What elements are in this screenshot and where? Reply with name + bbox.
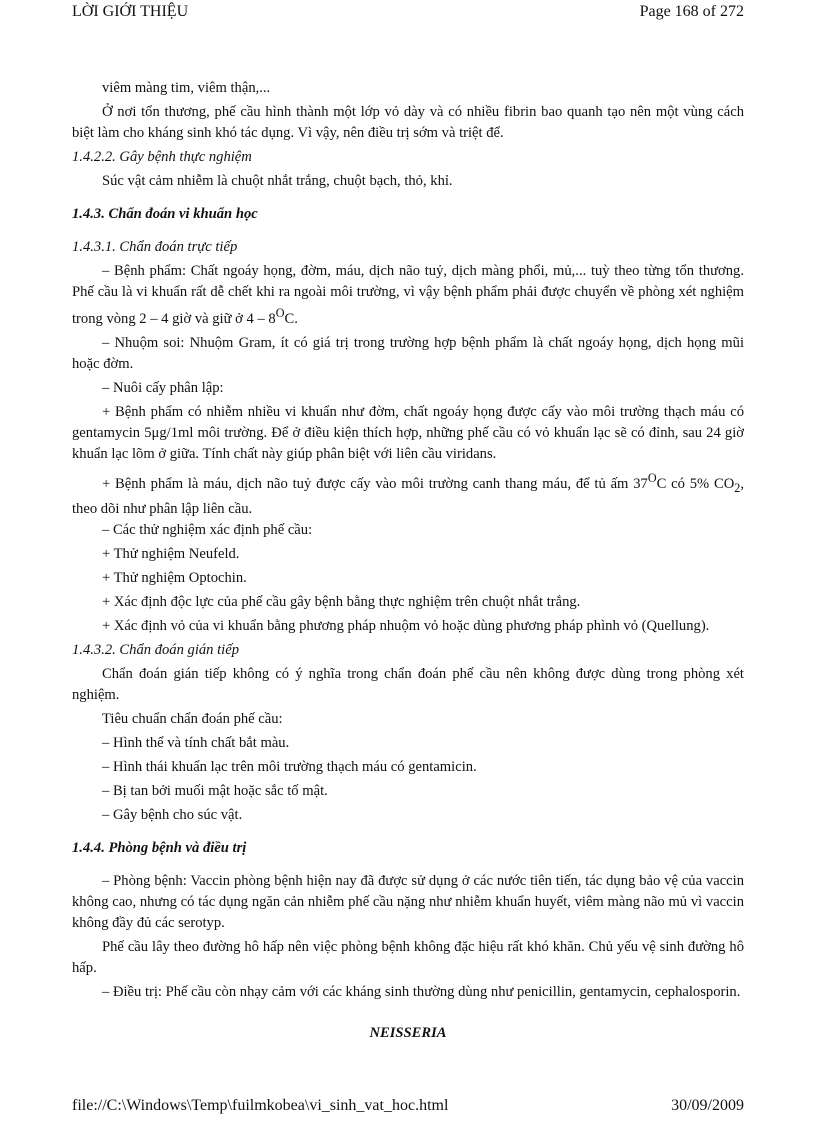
subsection-heading: 1.4.3.2. Chẩn đoán gián tiếp [72, 641, 240, 658]
paragraph: – Các thử nghiệm xác định phế cầu: [102, 521, 313, 538]
paragraph: – Nhuộm soi: Nhuộm Gram, ít có giá trị trong trường hợp bệnh phẩm là chất ngoáy họng, dịch họng mũi hoặc đờm. [72, 334, 744, 372]
section-heading: 1.4.3. Chẩn đoán vi khuẩn học [72, 206, 258, 222]
file-path: file://C:\Windows\Temp\fuilmkobea\vi_sinh_vat_hoc.html [72, 1097, 449, 1114]
paragraph: Tiêu chuẩn chẩn đoán phế cầu: [102, 710, 283, 727]
subscript: 2 [734, 480, 741, 495]
page-number: Page 168 of 272 [639, 3, 744, 20]
list-item: + Xác định độc lực của phế cầu gây bệnh bằng thực nghiệm trên chuột nhắt trắng. [102, 593, 581, 610]
print-date: 30/09/2009 [671, 1097, 744, 1114]
paragraph: – Phòng bệnh: Vaccin phòng bệnh hiện nay đã được sử dụng ở các nước tiên tiến, tác dụng bảo vệ của vaccin không cao, nhưng có tác dụng ngăn cản nhiễm phế cầu nặng như nhiễm khuẩn huyết, viêm màng não mủ vì vaccin không đầy đủ các serotyp. [72, 872, 744, 931]
text-run: C có 5% CO [656, 475, 735, 492]
text-run: + Bệnh phẩm là máu, dịch não tuỷ được cấy vào môi trường canh thang máu, để tủ ấm 37 [102, 475, 648, 492]
superscript: O [647, 470, 657, 485]
list-item: + Thử nghiệm Optochin. [102, 569, 247, 586]
superscript: O [275, 306, 285, 320]
text-run: – Bệnh phẩm: Chất ngoáy họng, đờm, máu, dịch não tuỷ, dịch màng phổi, mủ,... tuỳ theo từng tổn thương. Phế cầu là vi khuẩn rất dễ chết khi ra ngoài môi trường, vì vậy bệnh phẩm phải được chuyển về phòng xét nghiệm trong vòng 2 – 4 giờ và giữ ở 4 – 8 [72, 263, 744, 327]
list-item: + Thử nghiệm Neufeld. [102, 545, 240, 562]
paragraph: – Điều trị: Phế cầu còn nhạy cảm với các kháng sinh thường dùng như penicillin, gentamycin, cephalosporin. [102, 983, 741, 1000]
paragraph: Súc vật cảm nhiễm là chuột nhắt trắng, chuột bạch, thỏ, khỉ. [102, 173, 453, 189]
paragraph [72, 468, 744, 520]
page-header-title: LỜI GIỚI THIỆU [72, 3, 189, 20]
text-run: , theo dõi như phân lập liên cầu. [72, 475, 744, 517]
paragraph: + Bệnh phẩm có nhiễm nhiều vi khuẩn như đờm, chất ngoáy họng được cấy vào môi trường thạch máu có gentamycin 5μg/1ml môi trường. Để ở điều kiện thích hợp, những phế cầu có vỏ khuẩn lạc sẽ có đỉnh, sau 24 giờ khuẩn lạc lõm ở giữa. Tính chất này giúp phân biệt với liên cầu viridans. [72, 403, 744, 462]
list-item: – Gây bệnh cho súc vật. [102, 806, 243, 823]
paragraph: Chẩn đoán gián tiếp không có ý nghĩa trong chẩn đoán phế cầu nên không được dùng trong phòng xét nghiệm. [72, 665, 744, 703]
text-run: C. [284, 310, 298, 327]
list-item: – Hình thể và tính chất bắt màu. [102, 734, 290, 751]
document-body [72, 78, 744, 1044]
paragraph: Ở nơi tổn thương, phế cầu hình thành một lớp vỏ dày và có nhiều fibrin bao quanh tạo nên một vùng cách biệt làm cho kháng sinh khó tác dụng. Vì vậy, nên điều trị sớm và triệt để. [72, 104, 744, 141]
chapter-heading: NEISSERIA [369, 1024, 447, 1041]
paragraph: viêm màng tim, viêm thận,... [102, 80, 271, 96]
list-item: – Bị tan bởi muối mật hoặc sắc tố mật. [102, 782, 328, 799]
list-item: – Hình thái khuẩn lạc trên môi trường thạch máu có gentamicin. [102, 758, 477, 775]
section-heading: 1.4.4. Phòng bệnh và điều trị [72, 839, 247, 856]
paragraph: Phế cầu lây theo đường hô hấp nên việc phòng bệnh không đặc hiệu rất khó khăn. Chủ yếu vệ sinh đường hô hấp. [72, 938, 744, 976]
subsection-heading: 1.4.3.1. Chẩn đoán trực tiếp [72, 239, 238, 255]
paragraph: – Nuôi cấy phân lập: [102, 379, 224, 396]
paragraph [72, 261, 744, 330]
subsection-heading: 1.4.2.2. Gây bệnh thực nghiệm [72, 149, 252, 165]
list-item: + Xác định vỏ của vi khuẩn bằng phương pháp nhuộm vỏ hoặc dùng phương pháp phình vỏ (Quellung). [102, 617, 710, 634]
